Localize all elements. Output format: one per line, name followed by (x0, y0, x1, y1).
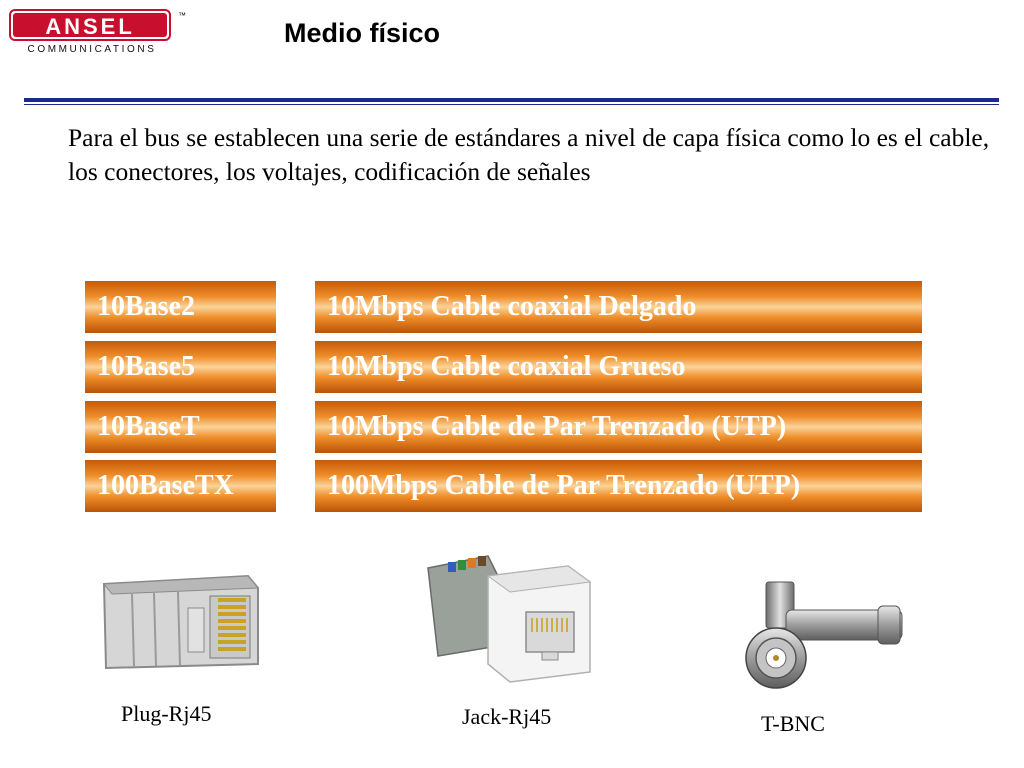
logo-brand: ANSEL (45, 14, 135, 39)
rj45-jack-icon (418, 546, 598, 686)
standard-code-cell: 10Base5 (85, 341, 276, 393)
slide-title: Medio físico (284, 18, 441, 48)
standard-description-cell: 10Mbps Cable de Par Trenzado (UTP) (315, 401, 922, 453)
intro-paragraph: Para el bus se establecen una serie de estándares a nivel de capa física como lo es el cable, los conectores, los voltajes, codificación de señales (68, 123, 990, 186)
logo-trademark: ™ (178, 11, 186, 20)
standard-code-cell: 10Base2 (85, 281, 276, 333)
bnc-t-connector-icon (738, 578, 908, 698)
ansel-logo (8, 8, 190, 56)
standard-description-cell: 10Mbps Cable coaxial Grueso (315, 341, 922, 393)
connector-caption: Jack-Rj45 (462, 704, 552, 729)
standard-code-cell: 100BaseTX (85, 460, 276, 512)
standard-code-cell: 10BaseT (85, 401, 276, 453)
standard-description-cell: 100Mbps Cable de Par Trenzado (UTP) (315, 460, 922, 512)
standard-description-cell: 10Mbps Cable coaxial Delgado (315, 281, 922, 333)
logo-tagline: COMMUNICATIONS (27, 44, 157, 55)
connector-caption: T-BNC (761, 711, 825, 736)
header-rule-thick (24, 98, 999, 102)
connector-caption: Plug-Rj45 (121, 701, 212, 726)
rj45-plug-icon (98, 568, 268, 678)
header-rule-thin (24, 104, 999, 105)
